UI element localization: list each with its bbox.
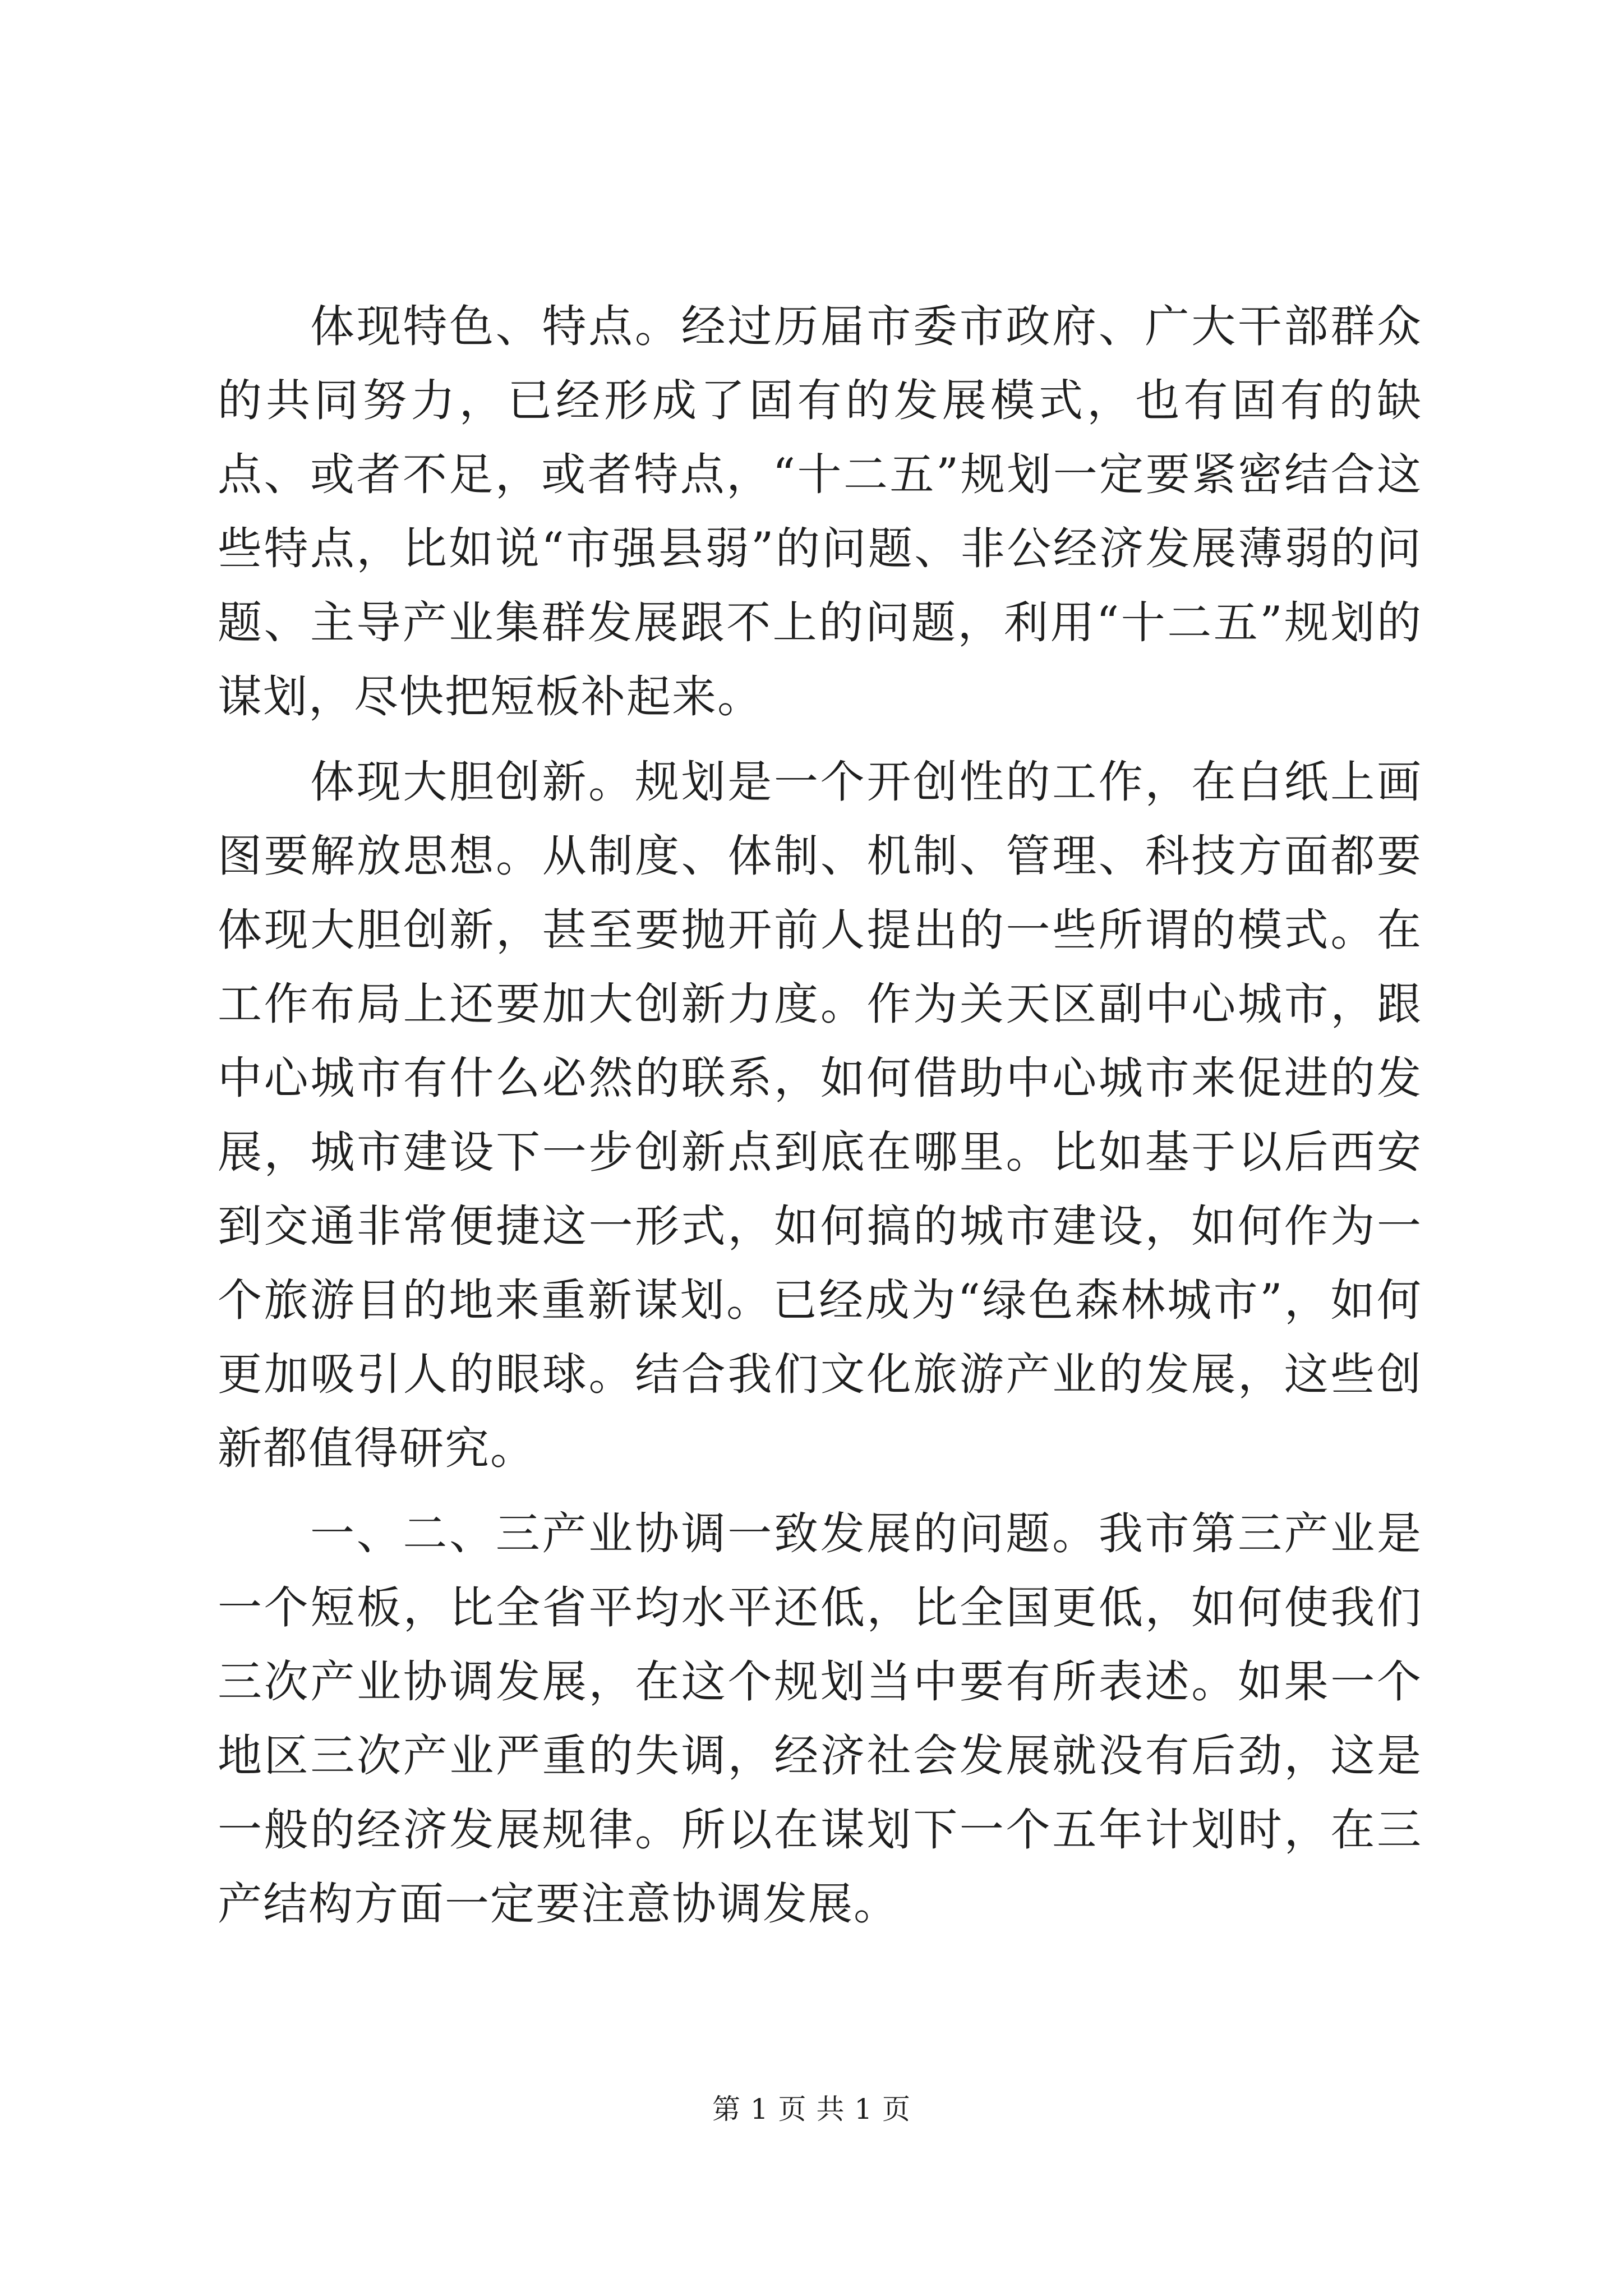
paragraph-industries: 一、二、三产业协调一致发展的问题。我市第三产业是一个短板，比全省平均水平还低，比全国更低，如何使我们三次产业协调发展，在这个规划当中要有所表述。如果一个地区三次产业严重的失调，经济社会发展就没有后劲，这是一般的经济发展规律。所以在谋划下一个五年计划时，在三产结构方面一定要注意协调发展。 bbox=[218, 1508, 1422, 1930]
document-body bbox=[218, 289, 1422, 1952]
paragraph-features: 体现特色、特点。经过历届市委市政府、广大干部群众的共同努力，已经形成了固有的发展模式，也有固有的缺点、或者不足，或者特点，“十二五”规划一定要紧密结合这些特点，比如说“市强县弱”的问题、非公经济发展薄弱的问题、主导产业集群发展跟不上的问题，利用“十二五”规划的谋划，尽快把短板补起来。 bbox=[218, 301, 1422, 723]
paragraph-innovation: 体现大胆创新。规划是一个开创性的工作，在白纸上画图要解放思想。从制度、体制、机制、管理、科技方面都要体现大胆创新，甚至要抛开前人提出的一些所谓的模式。在工作布局上还要加大创新力度。作为关天区副中心城市，跟中心城市有什么必然的联系，如何借助中心城市来促进的发展，城市建设下一步创新点到底在哪里。比如基于以后西安到交通非常便捷这一形式，如何搞的城市建设，如何作为一个旅游目的地来重新谋划。已经成为“绿色森林城市”，如何更加吸引人的眼球。结合我们文化旅游产业的发展，这些创新都值得研究。 bbox=[218, 756, 1422, 1474]
page-footer: 第 1 页 共 1 页 bbox=[712, 2093, 911, 2125]
